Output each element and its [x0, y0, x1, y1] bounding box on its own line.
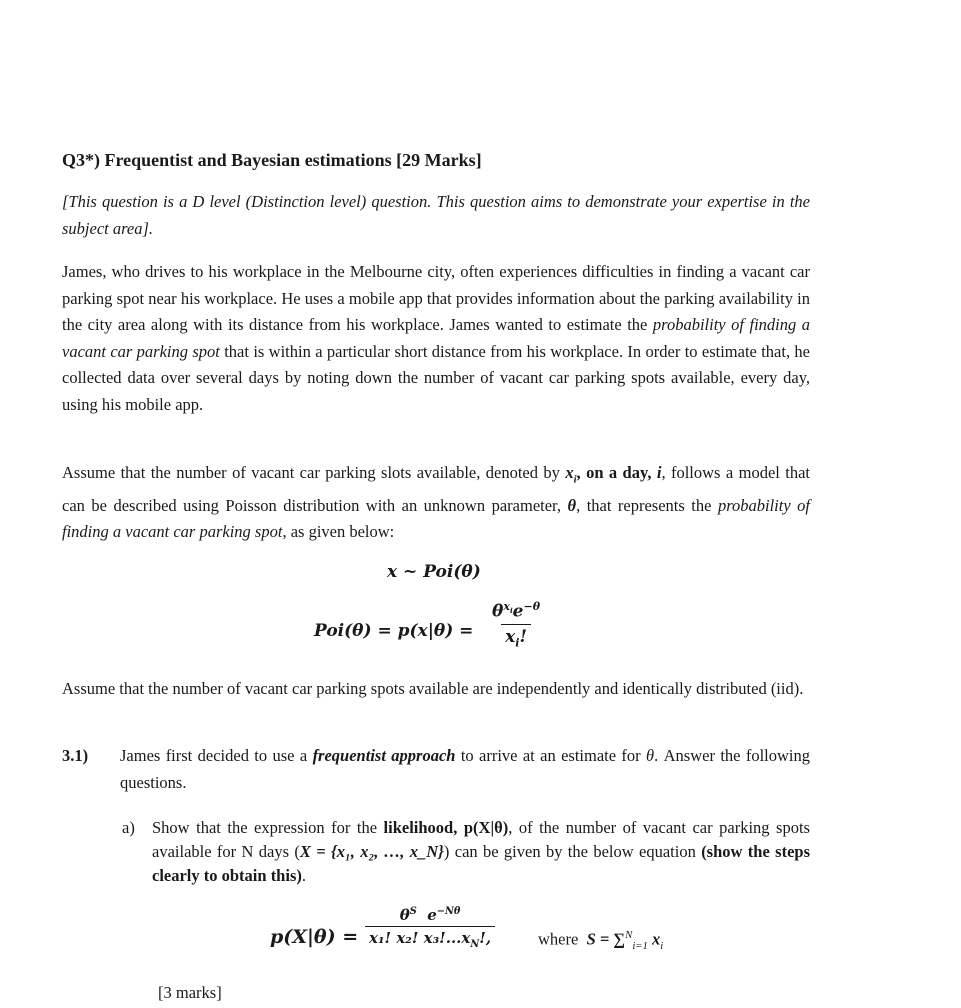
likelihood-where-clause: where S = ∑$^N_{i=1}$ $x_i$	[538, 929, 664, 952]
part-a-label: a)	[122, 818, 135, 837]
poisson-pmf-denominator: $x_i$!	[501, 624, 531, 649]
iid-paragraph: Assume that the number of vacant car parking spots available are independently and identically distributed (iid).	[62, 679, 804, 698]
likelihood-fraction	[365, 906, 495, 950]
poisson-pmf-lhs: Poi(θ) = p(x|θ) =	[314, 621, 474, 641]
likelihood-numerator: $\theta^S$ $e^{-N\theta}$	[399, 906, 461, 924]
marks-label: [3 marks]	[158, 983, 222, 1002]
likelihood-denominator: x₁! x₂! $x_3!...x_N$!,	[365, 926, 495, 950]
poisson-pmf-fraction	[488, 600, 544, 649]
subquestion-text: James first decided to use a frequentist approach to arrive at an estimate for θ. Answer the following questions.	[120, 746, 811, 792]
scenario-paragraph: James, who drives to his workplace in the Melbourne city, often experiences difficulties in finding a vacant car parking spot near his workplace. He uses a mobile app that provides information about the parking availability in the city area along with its distance from his workplace. James wanted to estimate the probability of finding a vacant car parking spot that is within a particular short distance from his workplace. In order to estimate that, he collected data over several days by noting down the number of vacant car parking spots available, every day, using his mobile app.	[62, 262, 810, 414]
subquestion-number: 3.1)	[62, 746, 89, 765]
poisson-pmf-numerator: $\theta^{x_i}e^{-\theta}$	[492, 600, 541, 622]
assumption-paragraph: Assume that the number of vacant car parking slots available, denoted by $x_i$, on a day, i, follows a model that can be described using Poisson distribution with an unknown parameter, θ, that represents the probability of finding a vacant car parking spot, as given below:	[62, 463, 810, 542]
part-a-text: Show that the expression for the likelihood, p(X|θ), of the number of vacant car parking spots available for N days (X = {x₁, x₂, …, x_N}) can be given by the below equation (show the steps clearly to obtain this).	[152, 818, 810, 885]
question-intro: [This question is a D level (Distinction level) question. This question aims to demonstrate your expertise in the subject area].	[62, 192, 810, 238]
likelihood-lhs: p(X|θ) =	[270, 926, 359, 948]
poisson-model-equation: x ~ Poi(θ)	[387, 562, 481, 582]
question-heading: Q3*) Frequentist and Bayesian estimations [29 Marks]	[62, 150, 482, 170]
